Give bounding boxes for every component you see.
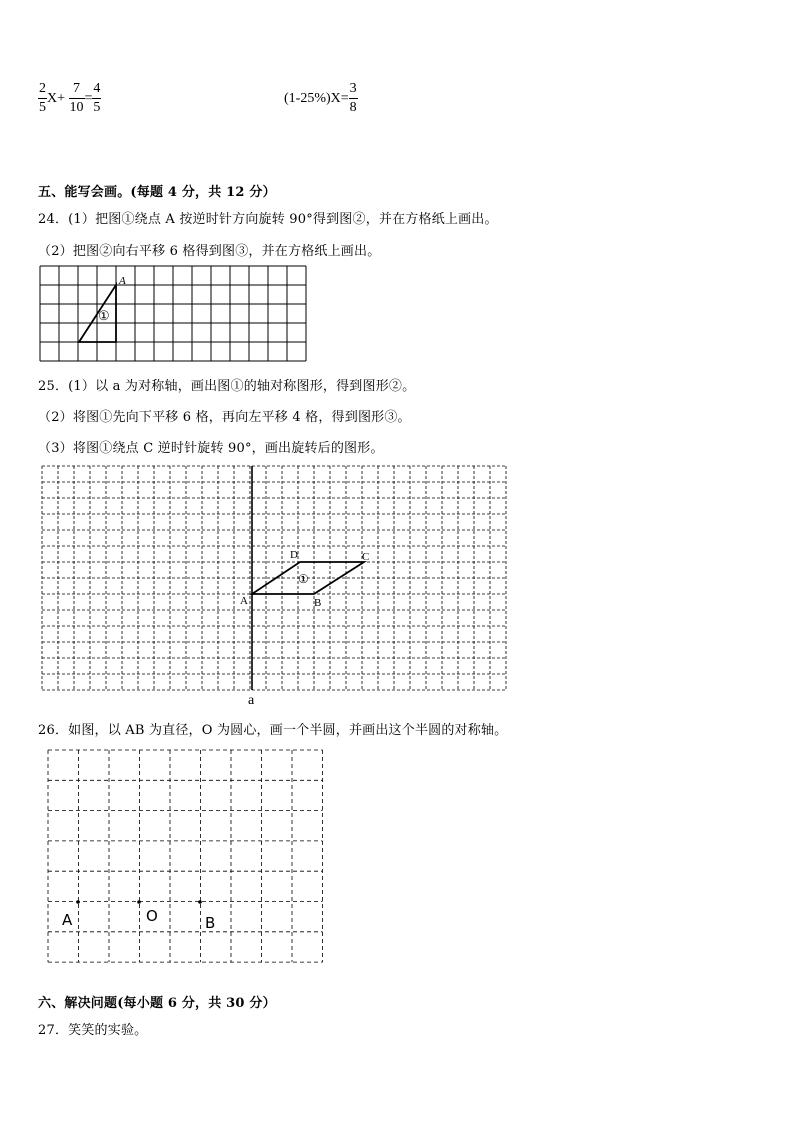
question-25-line-2: （2）将图①先向下平移 6 格，再向左平移 4 格，得到图形③。 — [38, 410, 411, 425]
point-label-d: D — [290, 549, 298, 561]
axis-label-a: a — [248, 693, 255, 708]
point-label-c: C — [362, 551, 370, 563]
grid-question-26 — [48, 750, 338, 970]
point-label-b: B — [314, 597, 322, 609]
fraction-numerator: 2 — [38, 80, 47, 99]
fraction-3-8 — [349, 80, 358, 117]
point-o — [137, 900, 141, 904]
equation-2 — [284, 80, 358, 117]
variable-x-plus: X+ — [47, 90, 66, 106]
question-24-line-1: 24．(1）把图①绕点 A 按逆时针方向旋转 90°得到图②，并在方格纸上画出。 — [38, 212, 498, 227]
section-six-title: 六、解决问题(每小题 6 分，共 30 分） — [38, 996, 276, 1011]
point-label-b: B — [205, 914, 216, 932]
fraction-denominator: 5 — [93, 100, 101, 115]
fraction-numerator: 4 — [92, 80, 101, 99]
point-label-o: O — [146, 907, 158, 925]
question-25-line-3: （3）将图①绕点 C 逆时针旋转 90°，画出旋转后的图形。 — [38, 441, 384, 456]
point-label-a: A — [119, 275, 126, 287]
fraction-denominator: 8 — [349, 100, 357, 115]
point-label-a: A — [62, 911, 73, 929]
fraction-4-5 — [92, 80, 101, 117]
fraction-denominator: 5 — [39, 100, 46, 115]
question-25-line-1: 25．(1）以 a 为对称轴，画出图①的轴对称图形，得到图形②。 — [38, 379, 416, 394]
fraction-7-10 — [69, 80, 85, 117]
point-a — [76, 900, 80, 904]
fraction-denominator: 10 — [69, 100, 84, 115]
grid-question-24 — [40, 266, 310, 366]
question-26-line-1: 26．如图，以 AB 为直径，O 为圆心，画一个半圆，并画出这个半圆的对称轴。 — [38, 723, 508, 738]
question-27-line-1: 27．笑笑的实验。 — [38, 1023, 148, 1038]
fraction-numerator: 3 — [349, 80, 358, 99]
grid-question-25 — [42, 466, 512, 716]
shape-label-1: ① — [98, 308, 110, 323]
fraction-2-5 — [38, 80, 47, 117]
point-label-a: A — [240, 595, 248, 607]
equation-lhs: (1-25%)X= — [284, 90, 349, 106]
section-five-title: 五、能写会画。(每题 4 分，共 12 分） — [38, 185, 276, 200]
question-24-line-2: （2）把图②向右平移 6 格得到图③，并在方格纸上画出。 — [38, 244, 381, 259]
shape-label-1: ① — [298, 572, 309, 586]
point-b — [198, 900, 202, 904]
equals-sign: = — [84, 90, 93, 106]
equation-1 — [38, 80, 101, 117]
fraction-numerator: 7 — [69, 80, 85, 99]
